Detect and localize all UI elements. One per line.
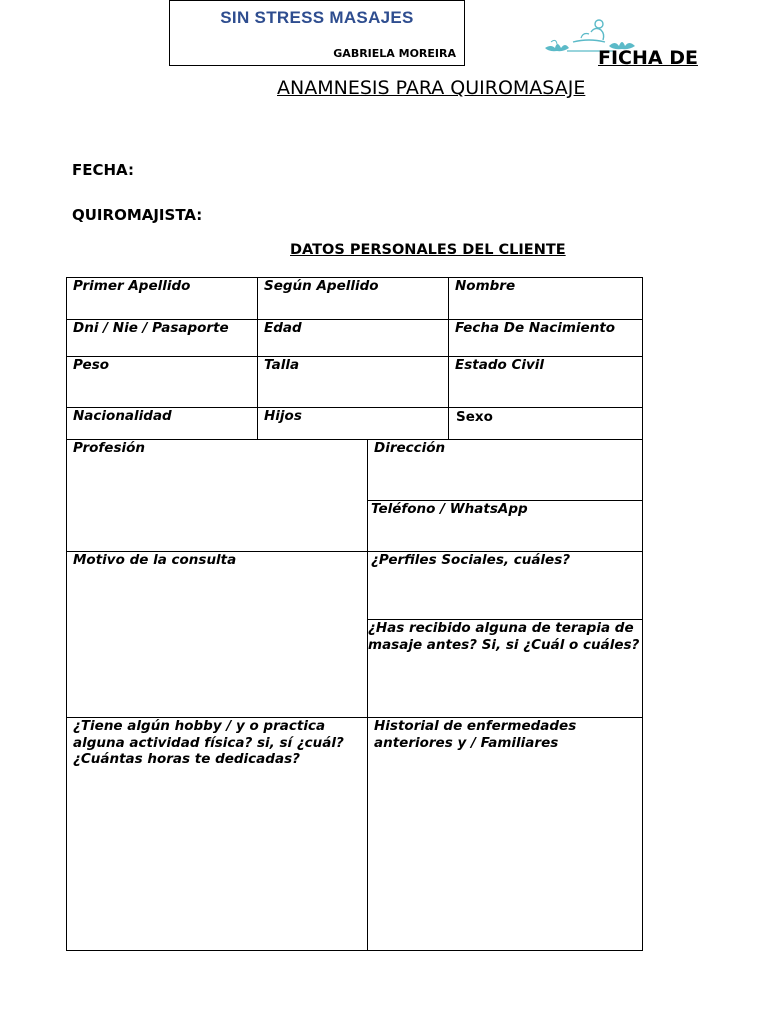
cell-talla: Talla: [264, 357, 300, 373]
cell-dni: Dni / Nie / Pasaporte: [73, 320, 229, 336]
cell-segun-apellido: Según Apellido: [264, 278, 379, 294]
quiromasajista-label: QUIROMAJISTA:: [72, 206, 203, 224]
cell-telefono: Teléfono / WhatsApp: [371, 501, 528, 517]
cell-hijos: Hijos: [264, 408, 302, 424]
cell-historial: Historial de enfermedades anteriores y / Familiares: [374, 718, 577, 751]
cell-perfiles: ¿Perfiles Sociales, cuáles?: [371, 552, 571, 568]
title-ficha-de: FICHA DE: [598, 47, 698, 69]
brand-name: SIN STRESS MASAJES: [220, 8, 414, 27]
cell-edad: Edad: [264, 320, 302, 336]
cell-primer-apellido: Primer Apellido: [73, 278, 191, 294]
fecha-label: FECHA:: [72, 161, 134, 179]
cell-sexo: Sexo: [456, 409, 493, 425]
cell-terapia: ¿Has recibido alguna de terapia de masaje antes? Si, si ¿Cuál o cuáles?: [368, 620, 640, 653]
owner-name: GABRIELA MOREIRA: [333, 47, 456, 60]
cell-motivo: Motivo de la consulta: [73, 552, 237, 568]
cell-estado-civil: Estado Civil: [455, 357, 545, 373]
cell-profesion: Profesión: [73, 440, 145, 456]
cell-nacionalidad: Nacionalidad: [73, 408, 172, 424]
brand-box: [169, 0, 465, 66]
cell-fecha-nacimiento: Fecha De Nacimiento: [455, 320, 616, 336]
section-title: DATOS PERSONALES DEL CLIENTE: [290, 242, 566, 258]
page-title: ANAMNESIS PARA QUIROMASAJE: [277, 77, 586, 99]
cell-nombre: Nombre: [455, 278, 516, 294]
cell-hobby: ¿Tiene algún hobby / y o practica alguna actividad física? si, sí ¿cuál? ¿Cuántas horas te dedicadas?: [73, 718, 344, 767]
cell-peso: Peso: [73, 357, 109, 373]
cell-direccion: Dirección: [374, 440, 446, 456]
